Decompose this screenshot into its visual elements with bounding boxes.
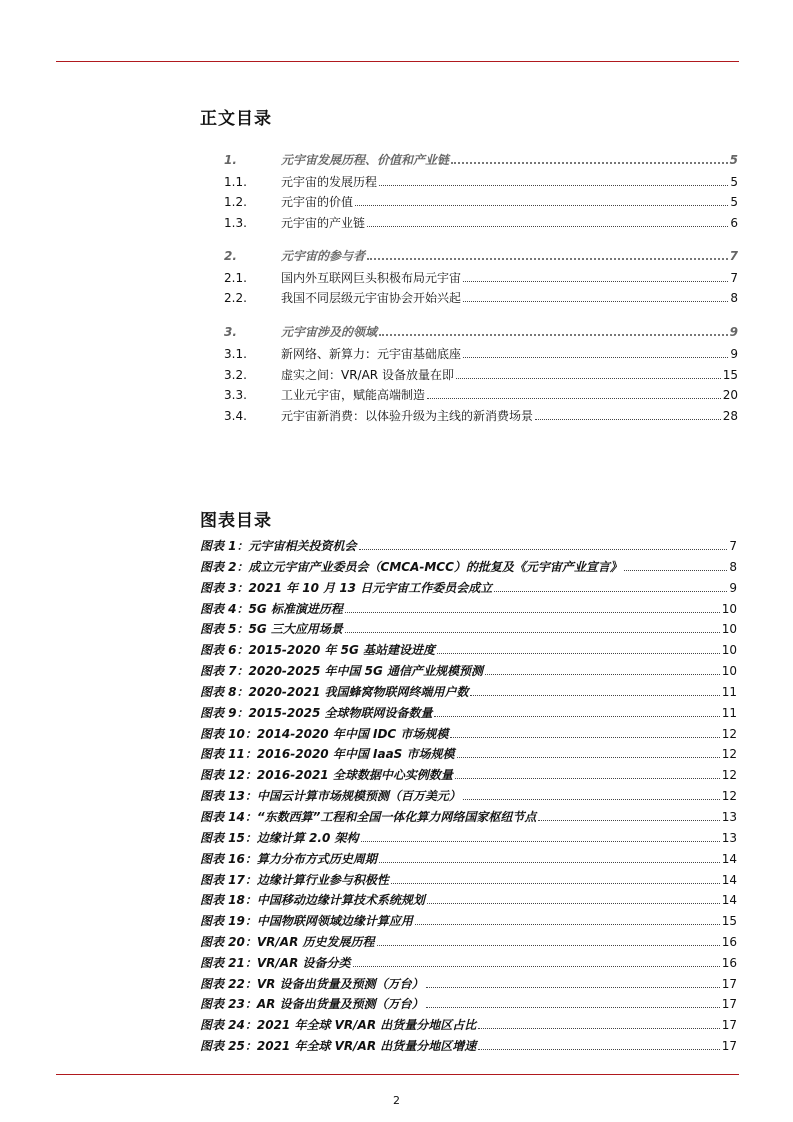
figure-item-title: 图表 14：“东数西算”工程和全国一体化算力网络国家枢纽节点: [200, 810, 537, 824]
toc-item-number: 3.4.: [224, 409, 247, 423]
figure-item-page: 12: [721, 747, 737, 761]
figure-item-title: 图表 15：边缘计算 2.0 架构: [200, 831, 359, 845]
toc-item-number: 2.: [224, 249, 237, 263]
figure-item-page: 11: [721, 685, 737, 699]
figure-item-page: 7: [729, 539, 737, 553]
toc-item-number: 1.: [224, 153, 237, 167]
leader-dots: [353, 965, 720, 967]
figure-item-page: 10: [721, 622, 737, 636]
figure-item-page: 11: [721, 706, 737, 720]
figure-item[interactable]: [200, 684, 737, 701]
figure-item-page: 10: [721, 602, 737, 616]
leader-dots: [455, 777, 720, 779]
figure-item-title: 图表 2：成立元宇宙产业委员会（CMCA-MCC）的批复及《元宇宙产业宣言》: [200, 560, 622, 574]
toc-item-3[interactable]: [224, 324, 738, 340]
page-number: 2: [393, 1094, 400, 1107]
toc-item-number: 1.2.: [224, 195, 247, 209]
figure-item[interactable]: [200, 809, 737, 826]
leader-dots: [478, 1027, 719, 1029]
toc-item-title: 虚实之间：VR/AR 设备放量在即: [281, 368, 454, 382]
toc-item-page: 8: [730, 291, 738, 305]
figure-item-page: 16: [721, 956, 737, 970]
toc-heading: 正文目录: [200, 109, 272, 129]
footer-rule: [56, 1074, 739, 1075]
toc-item-2-2[interactable]: [224, 290, 738, 306]
figure-item[interactable]: [200, 976, 737, 993]
leader-dots: [451, 161, 728, 164]
figure-item-page: 14: [721, 852, 737, 866]
figure-item[interactable]: [200, 621, 737, 638]
figure-item-title: 图表 4：5G 标准演进历程: [200, 602, 343, 616]
figure-item-page: 16: [721, 935, 737, 949]
leader-dots: [535, 418, 721, 420]
toc-item-3-1[interactable]: [224, 346, 738, 362]
toc-item-1[interactable]: [224, 152, 738, 168]
figure-item[interactable]: [200, 538, 737, 555]
figure-item[interactable]: [200, 851, 737, 868]
leader-dots: [457, 756, 720, 758]
toc-item-3-4[interactable]: [224, 408, 738, 424]
figure-item-page: 10: [721, 643, 737, 657]
leader-dots: [355, 204, 728, 206]
figure-item-title: 图表 18：中国移动边缘计算技术系统规划: [200, 893, 425, 907]
figure-item-page: 17: [721, 977, 737, 991]
figure-item-title: 图表 1：元宇宙相关投资机会: [200, 539, 357, 553]
toc-item-page: 28: [722, 409, 738, 423]
toc-item-title: 工业元宇宙，赋能高端制造: [281, 388, 426, 402]
toc-item-1-3[interactable]: [224, 215, 738, 231]
figure-item-page: 12: [721, 768, 737, 782]
figure-item-page: 17: [721, 1039, 737, 1053]
figure-item[interactable]: [200, 580, 737, 597]
figure-item[interactable]: [200, 830, 737, 847]
leader-dots: [377, 944, 720, 946]
figure-item-title: 图表 16：算力分布方式历史周期: [200, 852, 377, 866]
leader-dots: [345, 631, 720, 633]
toc-item-page: 15: [722, 368, 738, 382]
figure-item-title: 图表 23：AR 设备出货量及预测（万台）: [200, 997, 424, 1011]
figure-item[interactable]: [200, 955, 737, 972]
toc-item-page: 9: [730, 347, 738, 361]
toc-item-page: 7: [730, 271, 738, 285]
figure-item[interactable]: [200, 726, 737, 743]
figure-item[interactable]: [200, 746, 737, 763]
toc-item-3-2[interactable]: [224, 367, 738, 383]
toc-item-number: 2.1.: [224, 271, 247, 285]
toc-item-title: 我国不同层级元宇宙协会开始兴起: [281, 291, 462, 305]
toc-item-number: 2.2.: [224, 291, 247, 305]
leader-dots: [426, 986, 720, 988]
toc-item-page: 5: [730, 195, 738, 209]
figure-item-title: 图表 22：VR 设备出货量及预测（万台）: [200, 977, 424, 991]
figure-item[interactable]: [200, 663, 737, 680]
toc-item-title: 元宇宙涉及的领域: [281, 325, 378, 339]
toc-item-title: 元宇宙的价值: [281, 195, 354, 209]
toc-item-page: 5: [730, 175, 738, 189]
figure-item-title: 图表 5：5G 三大应用场景: [200, 622, 343, 636]
leader-dots: [494, 590, 727, 592]
toc-item-title: 元宇宙的参与者: [281, 249, 366, 263]
figure-item[interactable]: [200, 892, 737, 909]
figure-item-title: 图表 12：2016-2021 全球数据中心实例数量: [200, 768, 453, 782]
figure-item[interactable]: [200, 705, 737, 722]
figure-item-title: 图表 17：边缘计算行业参与积极性: [200, 873, 389, 887]
figure-item-title: 图表 11：2016-2020 年中国 IaaS 市场规模: [200, 747, 455, 761]
leader-dots: [379, 333, 728, 336]
leader-dots: [391, 882, 720, 884]
figure-item[interactable]: [200, 872, 737, 889]
leader-dots: [450, 736, 719, 738]
leader-dots: [463, 280, 728, 282]
figure-item-page: 15: [721, 914, 737, 928]
toc-item-number: 1.3.: [224, 216, 247, 230]
toc-item-2[interactable]: [224, 248, 738, 264]
toc-item-title: 元宇宙的产业链: [281, 216, 366, 230]
header-rule: [56, 61, 739, 62]
figure-item[interactable]: [200, 1038, 737, 1055]
leader-dots: [379, 861, 720, 863]
leader-dots: [361, 840, 720, 842]
figure-item[interactable]: [200, 1017, 737, 1034]
leader-dots: [367, 257, 728, 260]
toc-item-number: 1.1.: [224, 175, 247, 189]
leader-dots: [463, 300, 728, 302]
figure-item-page: 9: [729, 581, 737, 595]
toc-item-1-2[interactable]: [224, 194, 738, 210]
figure-item-title: 图表 7：2020-2025 年中国 5G 通信产业规模预测: [200, 664, 484, 678]
figure-item-page: 14: [721, 893, 737, 907]
toc-item-page: 5: [729, 153, 738, 167]
toc-item-number: 3.: [224, 325, 237, 339]
leader-dots: [415, 923, 720, 925]
figure-list-heading: 图表目录: [200, 511, 272, 531]
figure-item-page: 13: [721, 831, 737, 845]
figure-item-title: 图表 20：VR/AR 历史发展历程: [200, 935, 375, 949]
toc-item-title: 新网络、新算力：元宇宙基础底座: [281, 347, 462, 361]
leader-dots: [427, 397, 721, 399]
figure-item-page: 17: [721, 997, 737, 1011]
toc-item-3-3[interactable]: [224, 387, 738, 403]
leader-dots: [470, 694, 719, 696]
toc-item-number: 3.2.: [224, 368, 247, 382]
leader-dots: [379, 184, 728, 186]
leader-dots: [463, 798, 720, 800]
toc-item-page: 7: [729, 249, 738, 263]
figure-item-page: 10: [721, 664, 737, 678]
figure-item-title: 图表 9：2015-2025 全球物联网设备数量: [200, 706, 433, 720]
figure-item[interactable]: [200, 934, 737, 951]
figure-item-page: 13: [721, 810, 737, 824]
leader-dots: [456, 377, 721, 379]
figure-item[interactable]: [200, 559, 737, 576]
toc-item-page: 9: [729, 325, 738, 339]
toc-item-page: 6: [730, 216, 738, 230]
leader-dots: [434, 715, 719, 717]
figure-item-title: 图表 3：2021 年 10 月 13 日元宇宙工作委员会成立: [200, 581, 493, 595]
toc-item-number: 3.1.: [224, 347, 247, 361]
figure-item-page: 17: [721, 1018, 737, 1032]
toc-item-title: 元宇宙新消费：以体验升级为主线的新消费场景: [281, 409, 534, 423]
leader-dots: [426, 1006, 720, 1008]
figure-item[interactable]: [200, 788, 737, 805]
figure-item[interactable]: [200, 601, 737, 618]
toc-item-number: 3.3.: [224, 388, 247, 402]
figure-item-page: 12: [721, 789, 737, 803]
leader-dots: [478, 1048, 719, 1050]
leader-dots: [427, 902, 720, 904]
figure-item[interactable]: [200, 642, 737, 659]
toc-item-page: 20: [722, 388, 738, 402]
leader-dots: [367, 225, 728, 227]
figure-item-title: 图表 6：2015-2020 年 5G 基站建设进度: [200, 643, 436, 657]
figure-item-title: 图表 21：VR/AR 设备分类: [200, 956, 351, 970]
figure-item[interactable]: [200, 996, 737, 1013]
figure-item-title: 图表 25：2021 年全球 VR/AR 出货量分地区增速: [200, 1039, 477, 1053]
toc-item-title: 元宇宙发展历程、价值和产业链: [281, 153, 450, 167]
figure-item-title: 图表 8：2020-2021 我国蜂窝物联网终端用户数: [200, 685, 469, 699]
figure-item-page: 8: [729, 560, 737, 574]
leader-dots: [624, 569, 727, 571]
toc-item-title: 元宇宙的发展历程: [281, 175, 378, 189]
figure-item[interactable]: [200, 767, 737, 784]
figure-item[interactable]: [200, 913, 737, 930]
leader-dots: [437, 652, 720, 654]
figure-item-title: 图表 19：中国物联网领域边缘计算应用: [200, 914, 413, 928]
leader-dots: [463, 356, 728, 358]
leader-dots: [359, 548, 728, 550]
leader-dots: [485, 673, 720, 675]
toc-item-1-1[interactable]: [224, 174, 738, 190]
figure-item-title: 图表 24：2021 年全球 VR/AR 出货量分地区占比: [200, 1018, 477, 1032]
figure-item-page: 14: [721, 873, 737, 887]
toc-item-2-1[interactable]: [224, 270, 738, 286]
leader-dots: [538, 819, 719, 821]
toc-item-title: 国内外互联网巨头积极布局元宇宙: [281, 271, 462, 285]
figure-item-title: 图表 13：中国云计算市场规模预测（百万美元）: [200, 789, 461, 803]
figure-item-title: 图表 10：2014-2020 年中国 IDC 市场规模: [200, 727, 449, 741]
leader-dots: [345, 611, 720, 613]
figure-item-page: 12: [721, 727, 737, 741]
